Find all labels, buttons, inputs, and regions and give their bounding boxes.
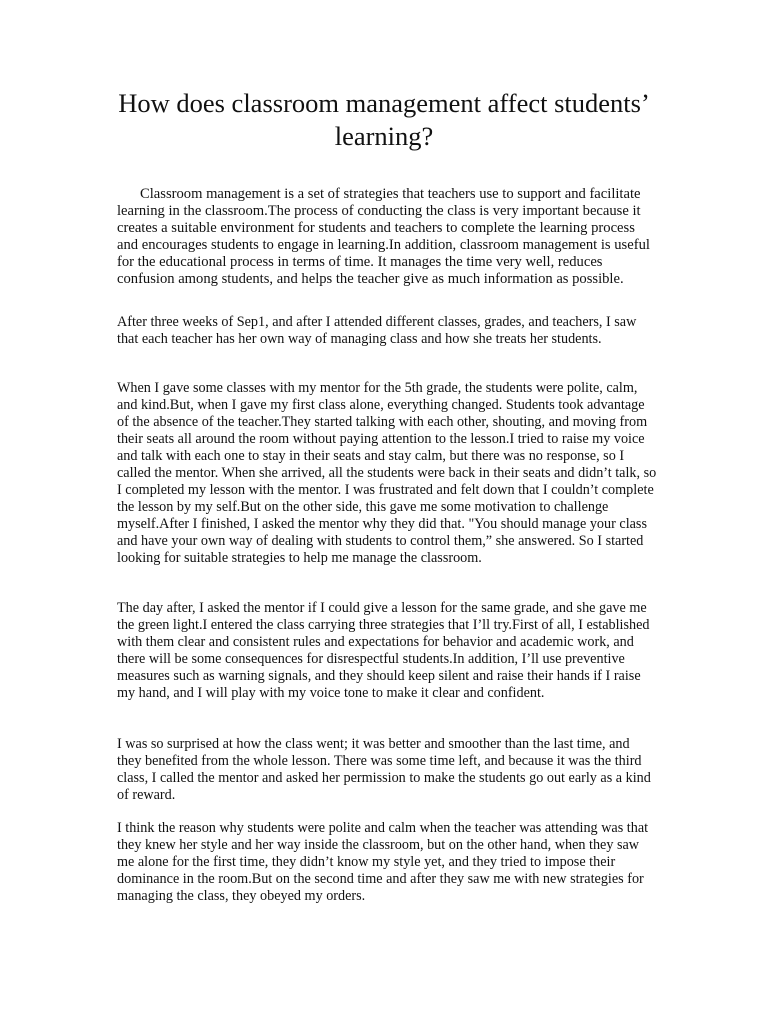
paragraph-first-class: When I gave some classes with my mentor for the 5th grade, the students were polite, calm, and kind.But, when I gave my first class alone, everything changed. Students took advantage of the absence of the teacher.They started talking with each other, shouting, and moving from their seats all around the room without paying attention to the lesson.I tried to raise my voice and talk with each one to stay in their seats and stay calm, but there was no response, so I called the mentor. When she arrived, all the students were back in their seats and didn’t talk, so I completed my lesson with the mentor. I was frustrated and felt down that I couldn’t complete the lesson by my self.But on the other side, this gave me some motivation to challenge myself.After I finished, I asked the mentor why they did that. "You should manage your class and have your own way of dealing with students to control them,” she answered. So I started looking for suitable strategies to help me manage the classroom. — [117, 380, 657, 566]
paragraph-reflection: I think the reason why students were polite and calm when the teacher was attending was that they knew her style and her way inside the classroom, but on the other hand, when they saw me alone for the first time, they didn’t know my style yet, and they tried to impose their dominance in the room.But on the second time and after they saw me with new strategies for managing the class, they obeyed my orders. — [117, 820, 649, 904]
intro-paragraph: Classroom management is a set of strategies that teachers use to support and facilitate learning in the classroom.The process of conducting the class is very important because it creates a suitable environment for students and teachers to complete the learning process and encourages students to engage in learning.In addition, classroom management is useful for the educational process in terms of time. It manages the time very well, reduces confusion among students, and helps the teacher give as much information as possible. — [117, 186, 650, 287]
paragraph-outcome: I was so surprised at how the class went; it was better and smoother than the last time, and they benefited from the whole lesson. There was some time left, and because it was the third class, I called the mentor and asked her permission to make the students go out early as a kind of reward. — [117, 736, 651, 803]
document-title: How does classroom management affect students’ learning? — [118, 88, 650, 151]
paragraph-observation: After three weeks of Sep1, and after I attended different classes, grades, and teachers, I saw that each teacher has her own way of managing class and how she treats her students. — [117, 314, 637, 347]
paragraph-strategies: The day after, I asked the mentor if I could give a lesson for the same grade, and she gave me the green light.I entered the class carrying three strategies that I’ll try.First of all, I established with them clear and consistent rules and expectations for behavior and academic work, and there will be some consequences for disrespectful students.In addition, I’ll use preventive measures such as warning signals, and they should keep silent and raise their hands if I raise my hand, and I will play with my voice tone to make it clear and confident. — [117, 600, 650, 701]
